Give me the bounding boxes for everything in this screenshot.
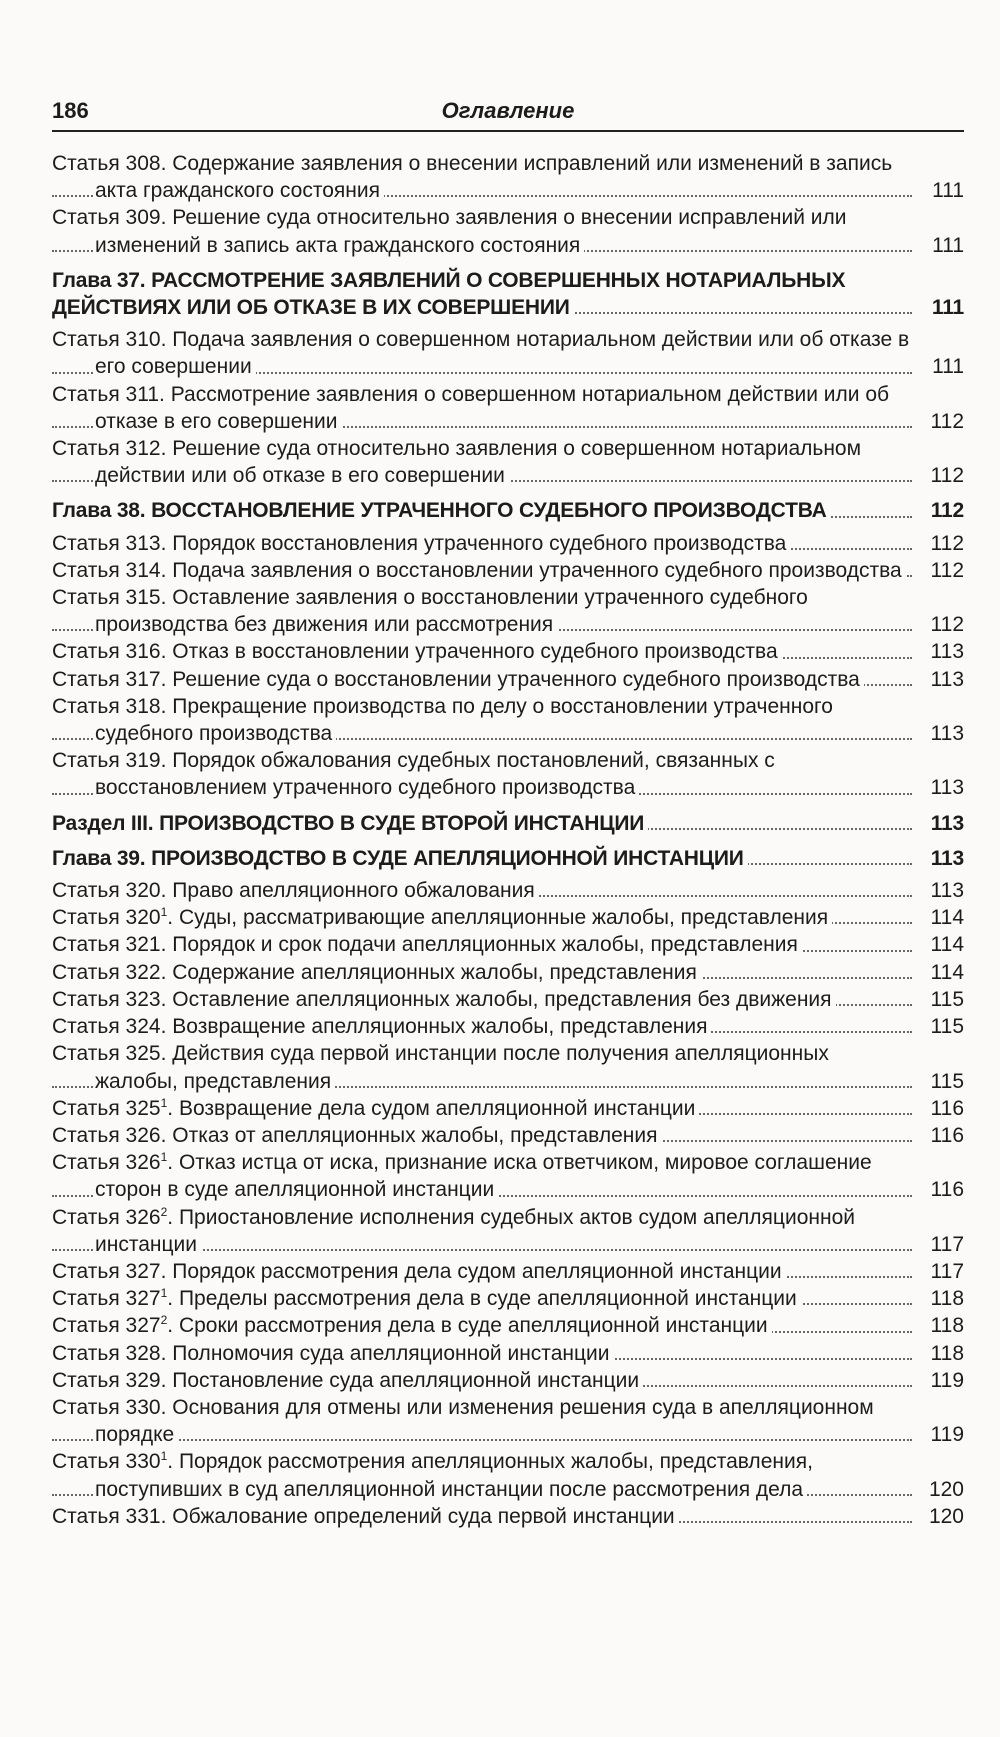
toc-entry-label: Статья 322. <box>52 960 167 984</box>
toc-entry-page-number: 116 <box>912 1122 964 1149</box>
toc-entry-page-number: 115 <box>912 1013 964 1040</box>
toc-entry-title: ПРОИЗВОДСТВО В СУДЕ АПЕЛЛЯЦИОННОЙ ИНСТАНЦИИ <box>151 846 744 870</box>
toc-entry-page-number: 115 <box>912 1068 964 1095</box>
toc-entry-title-wrap <box>52 269 845 319</box>
toc-entry-title: Отказ истца от иска, признание иска ответчиком, мировое соглашение сторон в суде апелляционной инстанции <box>95 1151 872 1202</box>
toc-entry-text <box>52 877 912 904</box>
toc-entry-superscript: 2 <box>160 1204 168 1219</box>
toc-article-entry <box>52 1367 964 1394</box>
toc-entry-superscript: 1 <box>160 1449 168 1464</box>
toc-entry-page-number: 119 <box>912 1367 964 1394</box>
toc-article-entry <box>52 1204 964 1258</box>
toc-entry-title: Порядок рассмотрения апелляционных жалобы, представления, поступивших в суд апелляционной инстанции после рассмотрения дела <box>95 1450 813 1501</box>
toc-entry-label: Статья 312. <box>52 437 167 461</box>
toc-entry-text <box>52 693 912 747</box>
toc-entry-text <box>52 1095 912 1122</box>
toc-entry-title-wrap: Статья $330^1$. Порядок рассмотрения апелляционных жалобы, представления, поступивших в суд апелляционной инстанции после рассмотрения дела <box>52 1449 813 1501</box>
toc-entry-page-number: 113 <box>912 666 964 693</box>
toc-entry-superscript: 1 <box>160 1150 168 1165</box>
toc-entry-label: Статья 316. <box>52 640 167 664</box>
toc-entry-text <box>52 1394 912 1448</box>
toc-entry-title-wrap: Статья $320^1$. Суды, рассматривающие апелляционные жалобы, представления <box>52 906 832 929</box>
toc-article-entry <box>52 1503 964 1530</box>
toc-entry-title: ВОССТАНОВЛЕНИЕ УТРАЧЕННОГО СУДЕБНОГО ПРОИЗВОДСТВА <box>151 499 827 523</box>
toc-entry-text <box>52 904 912 931</box>
toc-entry-title: Оставление апелляционных жалобы, представления без движения <box>172 987 832 1011</box>
toc-entry-label: Статья 329. <box>52 1368 167 1392</box>
toc-entry-page-number: 117 <box>912 1258 964 1285</box>
toc-entry-title-wrap <box>52 1042 829 1092</box>
toc-entry-text <box>52 986 912 1013</box>
toc-entry-page-number: 113 <box>912 845 964 872</box>
toc-entry-page-number: 116 <box>912 1095 964 1122</box>
toc-article-entry <box>52 326 964 380</box>
toc-entry-page-number: 114 <box>912 931 964 958</box>
toc-entry-title: Возвращение апелляционных жалобы, представления <box>172 1015 708 1039</box>
toc-entry-page-number: 118 <box>912 1340 964 1367</box>
toc-entry-title: Прекращение производства по делу о восстановлении утраченного судебного производства <box>95 694 833 746</box>
toc-entry-title-wrap <box>52 879 539 902</box>
toc-entry-text <box>52 381 912 435</box>
toc-entry-page-number: 112 <box>912 530 964 557</box>
toc-entry-title-wrap <box>52 1369 643 1392</box>
toc-entry-title-wrap <box>52 1015 711 1038</box>
toc-entry-label: Статья 315. <box>52 586 167 610</box>
toc-entry-text <box>52 931 912 958</box>
toc-entry-text <box>52 1149 912 1203</box>
toc-chapter-entry <box>52 845 964 872</box>
toc-entry-page-number: 112 <box>912 462 964 489</box>
toc-entry-text <box>52 1367 912 1394</box>
toc-entry-title: Решение суда о восстановлении утраченного судебного производства <box>172 667 860 691</box>
toc-entry-text <box>52 747 912 801</box>
toc-entry-title-wrap <box>52 586 808 636</box>
toc-article-entry <box>52 381 964 435</box>
toc-entry-title: Рассмотрение заявления о совершенном нотариальном действии или об отказе в его совершении <box>95 382 890 433</box>
toc-entry-label: Статья 309. <box>52 206 167 230</box>
toc-entry-page-number: 113 <box>912 877 964 904</box>
toc-entry-text <box>52 497 912 524</box>
toc-entry-title-wrap <box>52 961 701 984</box>
toc-entry-label: Статья 317. <box>52 667 167 691</box>
toc-entry-title: Порядок и срок подачи апелляционных жалобы, представления <box>172 933 798 957</box>
toc-entry-label: Статья 326 <box>52 1151 161 1175</box>
toc-entry-title-wrap <box>52 499 831 522</box>
toc-entry-page-number: 111 <box>912 353 964 380</box>
toc-entry-title: Право апелляционного обжалования <box>172 879 535 903</box>
toc-entry-text <box>52 1013 912 1040</box>
toc-entry-title: Порядок восстановления утраченного судебного производства <box>172 531 787 555</box>
toc-entry-superscript: 1 <box>160 905 168 920</box>
page-number: 186 <box>52 98 89 123</box>
toc-article-entry <box>52 557 964 584</box>
toc-entry-title-wrap: Статья $325^1$. Возвращение дела судом апелляционной инстанции <box>52 1097 699 1120</box>
toc-article-entry <box>52 1095 964 1122</box>
toc-entry-title: Решение суда относительно заявления о внесении исправлений или изменений в запись акта гражданского состояния <box>95 206 847 257</box>
toc-entry-title: Основания для отмены или изменения решения суда в апелляционном порядке <box>95 1395 874 1447</box>
toc-entry-label: Статья 311. <box>52 382 165 406</box>
toc-entry-text <box>52 1340 912 1367</box>
toc-entry-text <box>52 1258 912 1285</box>
toc-entry-title: Отказ в восстановлении утраченного судебного производства <box>172 640 778 664</box>
toc-entry-label: Статья 327 <box>52 1287 161 1311</box>
toc-article-entry <box>52 1040 964 1094</box>
toc-article-entry <box>52 931 964 958</box>
toc-entry-title-wrap <box>52 1260 786 1283</box>
toc-entry-title-wrap <box>52 383 889 433</box>
toc-entry-label: Статья 319. <box>52 749 167 773</box>
toc-entry-title-wrap <box>52 695 833 745</box>
toc-entry-page-number: 120 <box>912 1476 964 1503</box>
toc-article-entry <box>52 1340 964 1367</box>
toc-entry-label: Статья 314. <box>52 558 167 582</box>
toc-article-entry <box>52 150 964 204</box>
toc-entry-text <box>52 666 912 693</box>
toc-entry-page-number: 113 <box>912 720 964 747</box>
toc-article-entry <box>52 435 964 489</box>
toc-entry-title-wrap <box>52 1124 661 1147</box>
toc-article-entry <box>52 1394 964 1448</box>
toc-entry-title-wrap <box>52 847 748 870</box>
toc-entry-label: Статья 310. <box>52 328 167 352</box>
toc-entry-title: Действия суда первой инстанции после получения апелляционных жалобы, представления <box>95 1042 829 1093</box>
toc-entry-title: Пределы рассмотрения дела в суде апелляционной инстанции <box>178 1287 797 1311</box>
toc-entry-label: Статья 321. <box>52 933 167 957</box>
toc-article-entry <box>52 959 964 986</box>
toc-article-entry <box>52 904 964 931</box>
toc-entry-text <box>52 1285 912 1312</box>
toc-article-entry <box>52 1285 964 1312</box>
toc-entry-text <box>52 326 912 380</box>
toc-entry-title-wrap <box>52 328 909 378</box>
toc-entry-title-wrap <box>52 532 790 555</box>
toc-entry-title-wrap: Статья $327^1$. Пределы рассмотрения дела в суде апелляционной инстанции <box>52 1287 801 1310</box>
toc-entry-page-number: 113 <box>912 810 964 837</box>
toc-entry-label: Раздел III. <box>52 811 154 835</box>
toc-entry-text <box>52 959 912 986</box>
toc-article-entry <box>52 204 964 258</box>
toc-entry-label: Статья 330. <box>52 1395 167 1419</box>
toc-entry-label: Глава 37. <box>52 268 146 292</box>
toc-entry-title-wrap: Статья $326^2$. Приостановление исполнения судебных актов судом апелляционной инстанции <box>52 1204 855 1256</box>
toc-entry-title: Суды, рассматривающие апелляционные жалобы, представления <box>178 906 829 930</box>
toc-article-entry <box>52 693 964 747</box>
toc-entry-text <box>52 530 912 557</box>
toc-article-entry <box>52 877 964 904</box>
toc-chapter-entry <box>52 267 964 321</box>
toc-entry-title-wrap <box>52 812 648 835</box>
toc-entry-label: Статья 325. <box>52 1042 167 1066</box>
toc-entry-title-wrap <box>52 933 802 956</box>
table-of-contents <box>52 150 964 1530</box>
toc-entry-page-number: 119 <box>912 1421 964 1448</box>
toc-entry-page-number: 111 <box>912 232 964 259</box>
toc-entry-label: Статья 326. <box>52 1123 167 1147</box>
toc-entry-title: Порядок обжалования судебных постановлений, связанных с восстановлением утраченного судебного производства <box>95 749 775 800</box>
toc-entry-title-wrap <box>52 1396 874 1446</box>
toc-entry-title-wrap <box>52 988 836 1011</box>
toc-entry-page-number: 115 <box>912 986 964 1013</box>
toc-entry-label: Статья 326 <box>52 1205 161 1229</box>
toc-entry-label: Статья 331. <box>52 1504 167 1528</box>
toc-entry-page-number: 111 <box>912 294 964 321</box>
toc-section-entry <box>52 810 964 837</box>
toc-entry-superscript: 1 <box>160 1095 168 1110</box>
toc-entry-page-number: 112 <box>912 408 964 435</box>
toc-entry-page-number: 114 <box>912 904 964 931</box>
toc-entry-title: Отказ от апелляционных жалобы, представления <box>172 1123 658 1147</box>
toc-entry-title-wrap <box>52 668 864 691</box>
toc-entry-label: Статья 330 <box>52 1450 161 1474</box>
toc-entry-label: Статья 320 <box>52 906 161 930</box>
toc-entry-text <box>52 557 912 584</box>
toc-article-entry <box>52 986 964 1013</box>
toc-entry-title: Обжалование определений суда первой инстанции <box>172 1504 675 1528</box>
toc-entry-label: Статья 320. <box>52 879 167 903</box>
toc-entry-label: Статья 327. <box>52 1259 167 1283</box>
toc-entry-superscript: 1 <box>160 1286 168 1301</box>
toc-entry-page-number: 120 <box>912 1503 964 1530</box>
toc-article-entry <box>52 1258 964 1285</box>
toc-entry-text <box>52 810 912 837</box>
running-title: Оглавление <box>441 98 575 123</box>
toc-entry-text <box>52 1503 912 1530</box>
toc-entry-text <box>52 150 912 204</box>
toc-entry-title: Возвращение дела судом апелляционной инстанции <box>178 1096 696 1120</box>
toc-entry-text <box>52 1312 912 1339</box>
toc-entry-page-number: 111 <box>912 177 964 204</box>
toc-entry-title-wrap: Статья $327^2$. Сроки рассмотрения дела в суде апелляционной инстанции <box>52 1314 772 1337</box>
toc-entry-title-wrap <box>52 152 892 202</box>
toc-entry-title-wrap <box>52 749 775 799</box>
toc-entry-page-number: 112 <box>912 557 964 584</box>
toc-entry-title: Оставление заявления о восстановлении утраченного судебного производства без движения или рассмотрения <box>95 586 808 637</box>
toc-entry-page-number: 116 <box>912 1176 964 1203</box>
toc-entry-text <box>52 1448 912 1502</box>
toc-chapter-entry <box>52 497 964 524</box>
toc-article-entry <box>52 1149 964 1203</box>
toc-entry-label: Статья 323. <box>52 987 167 1011</box>
toc-entry-title: Подача заявления о восстановлении утраченного судебного производства <box>172 558 902 582</box>
toc-entry-title: ПРОИЗВОДСТВО В СУДЕ ВТОРОЙ ИНСТАНЦИИ <box>159 811 645 835</box>
toc-entry-text <box>52 845 912 872</box>
toc-entry-page-number: 112 <box>912 497 964 524</box>
toc-entry-text <box>52 584 912 638</box>
toc-entry-title: Приостановление исполнения судебных актов судом апелляционной инстанции <box>95 1205 855 1256</box>
toc-entry-text <box>52 204 912 258</box>
toc-entry-title: РАССМОТРЕНИЕ ЗАЯВЛЕНИЙ О СОВЕРШЕННЫХ НОТАРИАЛЬНЫХ ДЕЙСТВИЯХ ИЛИ ОБ ОТКАЗЕ В ИХ СОВЕРШЕНИИ <box>52 268 846 320</box>
toc-entry-label: Статья 327 <box>52 1314 161 1338</box>
running-header <box>52 96 964 132</box>
toc-entry-text <box>52 267 912 321</box>
toc-entry-label: Статья 325 <box>52 1096 161 1120</box>
toc-article-entry <box>52 530 964 557</box>
toc-article-entry <box>52 666 964 693</box>
toc-entry-label: Статья 318. <box>52 694 167 718</box>
toc-entry-label: Статья 324. <box>52 1015 167 1039</box>
toc-entry-title: Полномочия суда апелляционной инстанции <box>172 1341 610 1365</box>
toc-entry-page-number: 117 <box>912 1231 964 1258</box>
toc-entry-label: Статья 313. <box>52 531 167 555</box>
toc-entry-label: Статья 308. <box>52 152 167 175</box>
toc-entry-label: Глава 39. <box>52 846 146 870</box>
toc-article-entry <box>52 1312 964 1339</box>
toc-entry-page-number: 118 <box>912 1312 964 1339</box>
toc-entry-superscript: 2 <box>160 1313 168 1328</box>
toc-entry-label: Глава 38. <box>52 499 146 523</box>
toc-entry-page-number: 112 <box>912 611 964 638</box>
toc-entry-label: Статья 328. <box>52 1341 167 1365</box>
toc-entry-page-number: 113 <box>912 638 964 665</box>
toc-entry-title-wrap <box>52 640 782 663</box>
toc-article-entry <box>52 584 964 638</box>
toc-entry-title: Сроки рассмотрения дела в суде апелляционной инстанции <box>178 1314 768 1338</box>
toc-entry-title: Решение суда относительно заявления о совершенном нотариальном действии или об отказе в его совершении <box>95 437 862 488</box>
toc-entry-title: Порядок рассмотрения дела судом апелляционной инстанции <box>172 1259 782 1283</box>
toc-article-entry <box>52 638 964 665</box>
toc-entry-page-number: 114 <box>912 959 964 986</box>
toc-entry-page-number: 113 <box>912 774 964 801</box>
toc-entry-title: Содержание апелляционных жалобы, представления <box>172 960 697 984</box>
toc-entry-title-wrap <box>52 437 861 487</box>
toc-entry-text <box>52 1122 912 1149</box>
toc-article-entry <box>52 1122 964 1149</box>
toc-article-entry <box>52 1013 964 1040</box>
toc-article-entry <box>52 1448 964 1502</box>
toc-entry-page-number: 118 <box>912 1285 964 1312</box>
toc-entry-title-wrap <box>52 206 846 256</box>
toc-entry-text <box>52 435 912 489</box>
toc-entry-title-wrap <box>52 1505 679 1528</box>
toc-entry-title-wrap <box>52 1342 613 1365</box>
toc-entry-text <box>52 638 912 665</box>
toc-entry-title: Содержание заявления о внесении исправлений или изменений в запись акта гражданского состояния <box>95 152 893 203</box>
toc-entry-title: Подача заявления о совершенном нотариальном действии или об отказе в его совершении <box>95 328 910 379</box>
toc-entry-title: Постановление суда апелляционной инстанции <box>172 1368 640 1392</box>
toc-entry-text <box>52 1040 912 1094</box>
toc-entry-text <box>52 1204 912 1258</box>
toc-entry-title-wrap <box>52 559 906 582</box>
toc-article-entry <box>52 747 964 801</box>
toc-entry-title-wrap: Статья $326^1$. Отказ истца от иска, признание иска ответчиком, мировое соглашение сторон в суде апелляционной инстанции <box>52 1150 872 1202</box>
